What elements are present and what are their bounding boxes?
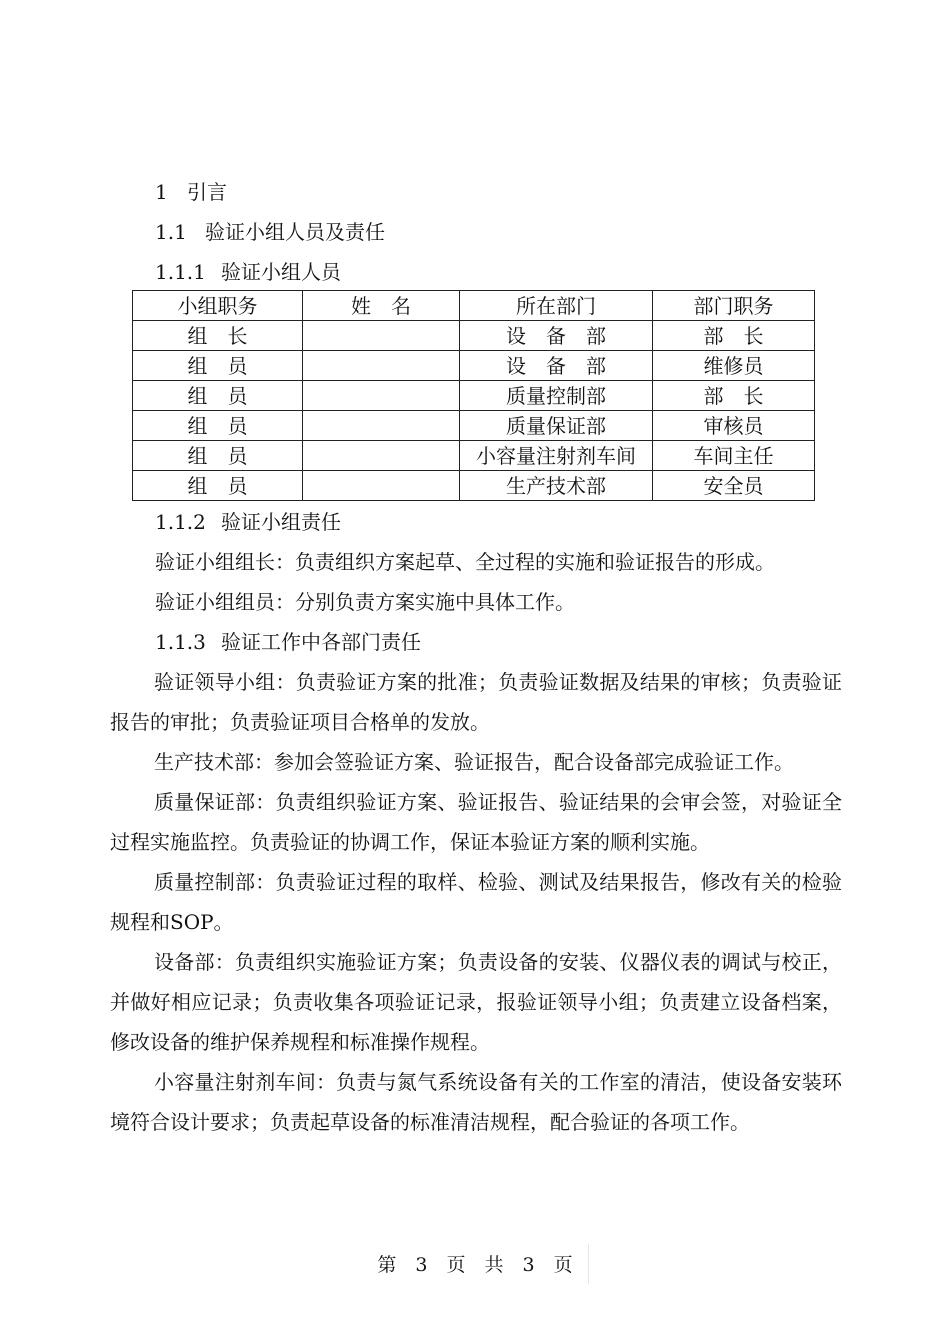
table-row: [133, 381, 815, 411]
table-cell: [303, 441, 460, 471]
heading-title: 验证小组人员及责任: [205, 220, 385, 244]
table-cell: 车间主任: [653, 441, 815, 471]
column-header: 姓 名: [303, 291, 460, 321]
table-cell: 组 员: [133, 351, 303, 381]
table-cell: 组 员: [133, 411, 303, 441]
table-cell: 组 员: [133, 471, 303, 501]
table-cell: 设 备 部: [460, 321, 653, 351]
heading-1-1-3: [155, 628, 421, 656]
table-row: [133, 321, 815, 351]
heading-number: 1.1.3: [155, 630, 206, 654]
table-cell: 部 长: [653, 321, 815, 351]
staff-table: [132, 290, 815, 501]
heading-1-1: [155, 218, 385, 246]
table-cell: 组 员: [133, 381, 303, 411]
table-cell: [303, 411, 460, 441]
heading-title: 验证工作中各部门责任: [221, 630, 421, 654]
paragraph-production: 生产技术部：参加会签验证方案、验证报告，配合设备部完成验证工作。: [154, 750, 794, 774]
table-row: [133, 351, 815, 381]
heading-title: 验证小组责任: [221, 510, 341, 534]
table-cell: 生产技术部: [460, 471, 653, 501]
table-row: [133, 411, 815, 441]
paragraph-equipment: 设备部：负责组织实施验证方案；负责设备的安装、仪器仪表的调试与校正，并做好相应记录；负责收集各项验证记录，报验证领导小组；负责建立设备档案，修改设备的维护保养规程和标准操作规程。: [110, 950, 842, 1054]
paragraph-lead-group: 验证领导小组：负责验证方案的批准；负责验证数据及结果的审核；负责验证报告的审批；负责验证项目合格单的发放。: [110, 670, 842, 734]
heading-title: 验证小组人员: [221, 260, 341, 284]
column-header: 所在部门: [460, 291, 653, 321]
table-cell: [303, 351, 460, 381]
table-cell: 维修员: [653, 351, 815, 381]
table-cell: 组 长: [133, 321, 303, 351]
table-cell: 设 备 部: [460, 351, 653, 381]
heading-number: 1.1.2: [155, 510, 206, 534]
table-row: [133, 441, 815, 471]
table-cell: [303, 321, 460, 351]
table-cell: 组 员: [133, 441, 303, 471]
heading-title: 引言: [187, 180, 227, 204]
table-cell: 审核员: [653, 411, 815, 441]
table-cell: [303, 381, 460, 411]
paragraph-qa: 质量保证部：负责组织验证方案、验证报告、验证结果的会审会签，对验证全过程实施监控。负责验证的协调工作，保证本验证方案的顺利实施。: [110, 790, 842, 854]
paragraph-qc: 质量控制部：负责验证过程的取样、检验、测试及结果报告，修改有关的检验规程和SOP。: [110, 870, 842, 934]
heading-1-1-1: [155, 258, 341, 286]
table-cell: 安全员: [653, 471, 815, 501]
heading-number: 1.1.1: [155, 260, 206, 284]
table-row: [133, 471, 815, 501]
table-cell: 质量控制部: [460, 381, 653, 411]
table-cell: 质量保证部: [460, 411, 653, 441]
heading-number: 1.1: [155, 220, 187, 244]
table-header-row: [133, 291, 815, 321]
heading-1: [155, 178, 227, 206]
heading-1-1-2: [155, 508, 341, 536]
leader-responsibility: 验证小组组长：负责组织方案起草、全过程的实施和验证报告的形成。: [155, 550, 775, 574]
member-responsibility: 验证小组组员：分别负责方案实施中具体工作。: [155, 590, 575, 614]
table-cell: 部 长: [653, 381, 815, 411]
table-cell: [303, 471, 460, 501]
page-footer: 第 3 页 共 3 页: [377, 1254, 573, 1276]
column-header: 小组职务: [133, 291, 303, 321]
paragraph-workshop: 小容量注射剂车间：负责与氮气系统设备有关的工作室的清洁，使设备安装环境符合设计要求；负责起草设备的标准清洁规程，配合验证的各项工作。: [110, 1070, 842, 1134]
table-cell: 小容量注射剂车间: [460, 441, 653, 471]
column-header: 部门职务: [653, 291, 815, 321]
heading-number: 1: [155, 180, 168, 204]
